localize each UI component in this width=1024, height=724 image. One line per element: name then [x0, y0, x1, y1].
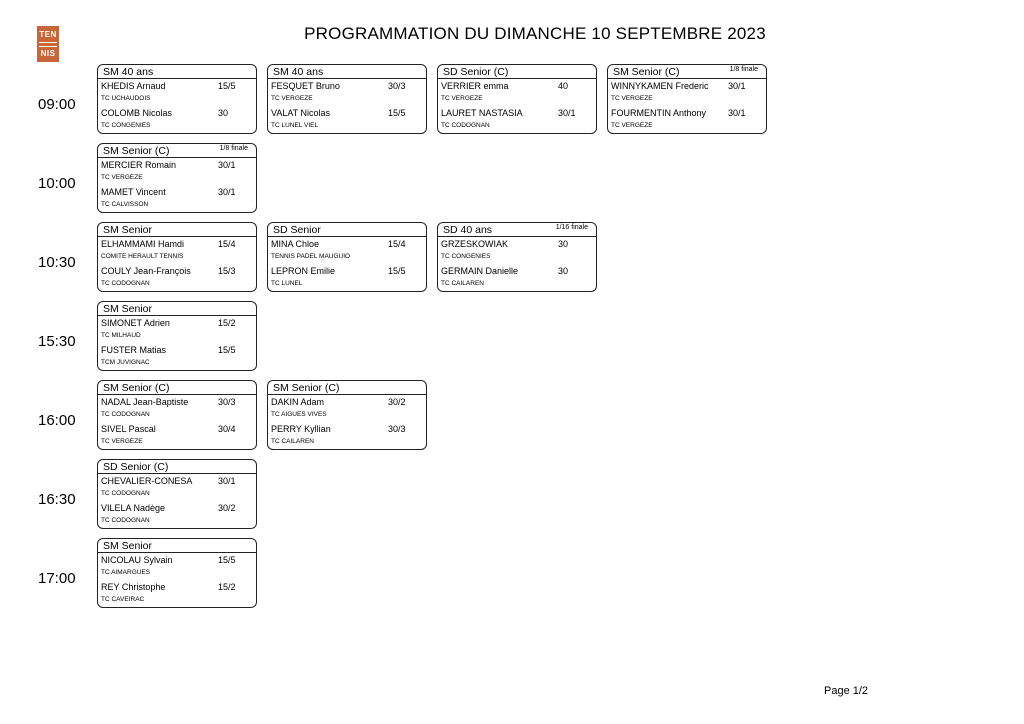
card-divider: [98, 315, 256, 316]
player-club: TCM JUVIGNAC: [101, 359, 150, 366]
player-name: COLOMB Nicolas: [101, 108, 173, 118]
player-ranking: 15/5: [218, 345, 236, 355]
player-club: TC AIGUES VIVES: [271, 411, 327, 418]
player-entry: [101, 239, 251, 263]
player-club: TC VERGEZE: [611, 122, 653, 129]
match-category: SM Senior (C): [103, 145, 170, 157]
match-category: SM Senior (C): [613, 66, 680, 78]
time-slot-label: 16:30: [38, 491, 76, 508]
page-title: PROGRAMMATION DU DIMANCHE 10 SEPTEMBRE 2023: [304, 24, 766, 43]
player-ranking: 15/4: [388, 239, 406, 249]
player-ranking: 15/5: [218, 81, 236, 91]
player-name: LAURET NASTASIA: [441, 108, 523, 118]
player-name: MAMET Vincent: [101, 187, 166, 197]
match-category: SD Senior: [273, 224, 321, 236]
player-club: TC VERGEZE: [271, 95, 313, 102]
player-name: VILELA Nadège: [101, 503, 166, 513]
player-name: WINNYKAMEN Frederic: [611, 81, 709, 91]
player-name: LEPRON Emilie: [271, 266, 336, 276]
logo-text-bottom: NIS: [40, 48, 56, 58]
player-name: VALAT Nicolas: [271, 108, 331, 118]
player-name: VERRIER emma: [441, 81, 509, 91]
match-category: SD Senior (C): [103, 461, 169, 473]
player-name: PERRY Kyllian: [271, 424, 331, 434]
player-ranking: 30: [558, 266, 569, 276]
player-entry: [101, 397, 251, 421]
match-card: [437, 64, 597, 134]
player-ranking: 40: [558, 81, 569, 91]
player-ranking: 30/2: [388, 397, 406, 407]
player-entry: [441, 266, 591, 290]
player-entry: [271, 424, 421, 448]
player-name: NICOLAU Sylvain: [101, 555, 173, 565]
player-entry: [611, 108, 761, 132]
match-card: [437, 222, 597, 292]
player-entry: [101, 582, 251, 606]
match-card: [97, 380, 257, 450]
card-divider: [268, 78, 426, 79]
page-number: Page 1/2: [824, 685, 869, 697]
match-category: SM 40 ans: [103, 66, 154, 78]
player-name: NADAL Jean-Baptiste: [101, 397, 189, 407]
player-entry: [101, 476, 251, 500]
player-entry: [101, 318, 251, 342]
card-divider: [268, 236, 426, 237]
player-club: TENNIS PADEL MAUGUIO: [271, 253, 351, 260]
match-category: SM Senior: [103, 540, 153, 552]
match-round: 1/16 finale: [555, 224, 588, 231]
player-ranking: 30: [558, 239, 569, 249]
player-entry: [441, 239, 591, 263]
player-entry: [101, 160, 251, 184]
match-card: [97, 64, 257, 134]
player-ranking: 15/2: [218, 318, 236, 328]
match-card: [97, 538, 257, 608]
player-ranking: 30/2: [218, 503, 236, 513]
time-slot-label: 17:00: [38, 570, 76, 587]
player-club: TC MILHAUD: [101, 332, 141, 339]
match-card: [267, 380, 427, 450]
player-ranking: 15/3: [218, 266, 236, 276]
player-entry: [271, 266, 421, 290]
player-club: TC CAVEIRAC: [101, 596, 145, 603]
match-card: [607, 64, 767, 134]
match-card: [97, 459, 257, 529]
player-entry: [101, 345, 251, 369]
player-ranking: 30/1: [728, 81, 746, 91]
player-club: TC CAILAREN: [271, 438, 314, 445]
player-club: TC CODOGNAN: [101, 490, 150, 497]
player-entry: [441, 81, 591, 105]
match-category: SM Senior (C): [103, 382, 170, 394]
player-name: MERCIER Romain: [101, 160, 177, 170]
card-divider: [98, 236, 256, 237]
player-ranking: 15/5: [218, 555, 236, 565]
player-club: TC LUNEL: [271, 280, 303, 287]
player-entry: [101, 266, 251, 290]
player-club: TC CALVISSON: [101, 201, 149, 208]
time-slot-label: 10:30: [38, 254, 76, 271]
player-ranking: 30/1: [218, 187, 236, 197]
player-name: SIVEL Pascal: [101, 424, 156, 434]
time-slot-label: 10:00: [38, 175, 76, 192]
player-club: TC CAILAREN: [441, 280, 484, 287]
player-club: TC LUNEL VIEL: [271, 122, 319, 129]
player-entry: [101, 108, 251, 132]
match-card: [267, 64, 427, 134]
card-divider: [98, 394, 256, 395]
player-ranking: 30: [218, 108, 229, 118]
player-ranking: 30/3: [218, 397, 236, 407]
player-ranking: 15/5: [388, 108, 406, 118]
player-club: COMITE HERAULT TENNIS: [101, 253, 184, 260]
player-club: TC VERGEZE: [101, 438, 143, 445]
player-entry: [271, 239, 421, 263]
player-club: TC CODOGNAN: [101, 280, 150, 287]
player-ranking: 15/4: [218, 239, 236, 249]
player-entry: [611, 81, 761, 105]
player-name: SIMONET Adrien: [101, 318, 170, 328]
player-name: FESQUET Bruno: [271, 81, 340, 91]
player-club: TC AIMARGUES: [101, 569, 151, 576]
player-entry: [271, 108, 421, 132]
card-divider: [268, 394, 426, 395]
player-name: ELHAMMAMI Hamdi: [101, 239, 185, 249]
match-round: 1/8 finale: [729, 66, 758, 73]
player-entry: [271, 81, 421, 105]
player-name: CHEVALIER-CONESA: [101, 476, 193, 486]
match-category: SM Senior: [103, 303, 153, 315]
player-name: COULY Jean-François: [101, 266, 191, 276]
player-name: DAKIN Adam: [271, 397, 325, 407]
time-slot-label: 09:00: [38, 96, 76, 113]
player-club: TC CONGENIES: [441, 253, 491, 260]
player-club: TC VERGEZE: [441, 95, 483, 102]
player-ranking: 30/4: [218, 424, 236, 434]
match-category: SM Senior (C): [273, 382, 340, 394]
player-entry: [101, 187, 251, 211]
player-club: TC CODOGNAN: [101, 517, 150, 524]
player-ranking: 30/1: [728, 108, 746, 118]
player-club: TC VERGEZE: [101, 174, 143, 181]
player-club: TC CODOGNAN: [441, 122, 490, 129]
player-entry: [101, 503, 251, 527]
player-entry: [101, 81, 251, 105]
player-name: KHEDIS Arnaud: [101, 81, 166, 91]
match-card: [97, 143, 257, 213]
player-ranking: 15/5: [388, 266, 406, 276]
logo-text-top: TEN: [39, 29, 57, 39]
match-card: [97, 222, 257, 292]
match-category: SD 40 ans: [443, 224, 493, 236]
card-divider: [98, 552, 256, 553]
player-club: TC VERGEZE: [611, 95, 653, 102]
card-divider: [438, 236, 596, 237]
player-ranking: 15/2: [218, 582, 236, 592]
player-entry: [441, 108, 591, 132]
card-divider: [98, 157, 256, 158]
player-ranking: 30/1: [558, 108, 576, 118]
player-entry: [271, 397, 421, 421]
card-divider: [608, 78, 766, 79]
player-name: FOURMENTIN Anthony: [611, 108, 707, 118]
match-category: SD Senior (C): [443, 66, 509, 78]
match-category: SM Senior: [103, 224, 153, 236]
player-ranking: 30/1: [218, 160, 236, 170]
player-club: TC UCHAUDOIS: [101, 95, 151, 102]
card-divider: [98, 473, 256, 474]
player-name: GRZESKOWIAK: [441, 239, 509, 249]
player-club: TC CONGENIES: [101, 122, 151, 129]
card-divider: [438, 78, 596, 79]
player-club: TC CODOGNAN: [101, 411, 150, 418]
match-card: [267, 222, 427, 292]
player-ranking: 30/3: [388, 81, 406, 91]
match-category: SM 40 ans: [273, 66, 324, 78]
player-name: FUSTER Matias: [101, 345, 167, 355]
time-slot-label: 15:30: [38, 333, 76, 350]
player-name: GERMAIN Danielle: [441, 266, 519, 276]
match-card: [97, 301, 257, 371]
player-ranking: 30/3: [388, 424, 406, 434]
card-divider: [98, 78, 256, 79]
match-round: 1/8 finale: [219, 145, 248, 152]
player-name: REY Christophe: [101, 582, 166, 592]
player-ranking: 30/1: [218, 476, 236, 486]
player-name: MINA Chloe: [271, 239, 320, 249]
player-entry: [101, 555, 251, 579]
time-slot-label: 16:00: [38, 412, 76, 429]
player-entry: [101, 424, 251, 448]
